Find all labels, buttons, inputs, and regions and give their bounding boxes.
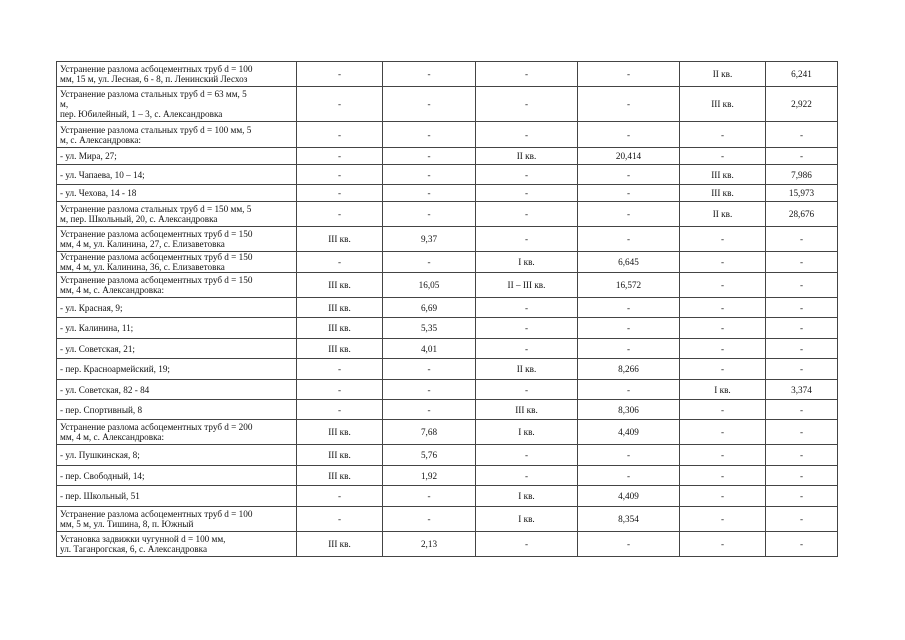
value-cell: 6,241 [766, 62, 838, 87]
value-cell: - [476, 165, 578, 185]
table-row [57, 273, 838, 298]
value-cell: - [578, 318, 680, 339]
table-row [57, 400, 838, 420]
value-cell: III кв. [297, 298, 383, 318]
value-cell: - [476, 532, 578, 557]
value-cell: - [680, 445, 766, 466]
table-row [57, 420, 838, 445]
value-cell: - [476, 298, 578, 318]
value-cell: III кв. [680, 87, 766, 122]
value-cell: 7,986 [766, 165, 838, 185]
work-description-cell: - пер. Красноармейский, 19; [57, 359, 297, 380]
value-cell: - [766, 339, 838, 359]
work-description-cell: - ул. Чапаева, 10 – 14; [57, 165, 297, 185]
value-cell: - [578, 532, 680, 557]
value-cell: I кв. [476, 507, 578, 532]
value-cell: - [383, 62, 476, 87]
table-row [57, 339, 838, 359]
value-cell: - [476, 380, 578, 400]
work-description-cell: - пер. Спортивный, 8 [57, 400, 297, 420]
value-cell: - [383, 380, 476, 400]
value-cell: - [680, 339, 766, 359]
value-cell: - [297, 185, 383, 202]
value-cell: II кв. [476, 359, 578, 380]
value-cell: - [766, 148, 838, 165]
value-cell: 4,409 [578, 486, 680, 507]
value-cell: - [297, 507, 383, 532]
table-row [57, 507, 838, 532]
table-body [57, 62, 838, 557]
value-cell: 2,13 [383, 532, 476, 557]
value-cell: - [297, 62, 383, 87]
table-row [57, 486, 838, 507]
value-cell: - [578, 185, 680, 202]
value-cell: - [476, 318, 578, 339]
value-cell: - [766, 420, 838, 445]
value-cell: III кв. [680, 165, 766, 185]
work-description-cell: - ул. Советская, 82 - 84 [57, 380, 297, 400]
work-description-cell: Устранение разлома стальных труб d = 63 мм, 5 м, пер. Юбилейный, 1 – 3, с. Александровка [57, 87, 297, 122]
value-cell: - [766, 318, 838, 339]
value-cell: III кв. [297, 339, 383, 359]
value-cell: - [383, 165, 476, 185]
value-cell: - [578, 202, 680, 227]
value-cell: - [578, 466, 680, 486]
value-cell: III кв. [297, 273, 383, 298]
work-description-cell: - ул. Пушкинская, 8; [57, 445, 297, 466]
value-cell: - [766, 445, 838, 466]
value-cell: - [766, 400, 838, 420]
table-row [57, 185, 838, 202]
value-cell: - [578, 227, 680, 252]
work-description-cell: - пер. Школьный, 51 [57, 486, 297, 507]
work-description-cell: Устранение разлома асбоцементных труб d = 150 мм, 4 м, ул. Калинина, 36, с. Елизаветовка [57, 252, 297, 273]
value-cell: I кв. [476, 252, 578, 273]
value-cell: - [766, 507, 838, 532]
value-cell: I кв. [680, 380, 766, 400]
value-cell: - [383, 507, 476, 532]
value-cell: - [383, 400, 476, 420]
table-row [57, 318, 838, 339]
value-cell: 16,05 [383, 273, 476, 298]
value-cell: - [383, 148, 476, 165]
value-cell: - [476, 339, 578, 359]
value-cell: III кв. [297, 420, 383, 445]
table-row [57, 165, 838, 185]
value-cell: - [476, 62, 578, 87]
value-cell: II кв. [680, 202, 766, 227]
works-table [56, 61, 838, 557]
value-cell: 5,76 [383, 445, 476, 466]
table-row [57, 122, 838, 148]
value-cell: - [680, 507, 766, 532]
value-cell: - [297, 380, 383, 400]
value-cell: - [383, 252, 476, 273]
work-description-cell: Устранение разлома асбоцементных труб d = 100 мм, 5 м, ул. Тишина, 8, п. Южный [57, 507, 297, 532]
value-cell: - [383, 486, 476, 507]
value-cell: - [766, 466, 838, 486]
value-cell: 4,01 [383, 339, 476, 359]
value-cell: III кв. [297, 466, 383, 486]
table-row [57, 298, 838, 318]
value-cell: - [578, 62, 680, 87]
value-cell: 20,414 [578, 148, 680, 165]
value-cell: - [297, 252, 383, 273]
table-row [57, 359, 838, 380]
value-cell: - [680, 466, 766, 486]
work-description-cell: Устранение разлома асбоцементных труб d = 150 мм, 4 м, с. Александровка: [57, 273, 297, 298]
work-description-cell: - ул. Чехова, 14 - 18 [57, 185, 297, 202]
value-cell: - [383, 202, 476, 227]
value-cell: - [297, 486, 383, 507]
value-cell: III кв. [297, 532, 383, 557]
table-row [57, 532, 838, 557]
value-cell: II – III кв. [476, 273, 578, 298]
work-description-cell: - ул. Красная, 9; [57, 298, 297, 318]
value-cell: - [578, 380, 680, 400]
value-cell: II кв. [476, 148, 578, 165]
work-description-cell: - ул. Калинина, 11; [57, 318, 297, 339]
table-row [57, 252, 838, 273]
value-cell: - [680, 148, 766, 165]
value-cell: III кв. [476, 400, 578, 420]
table-row [57, 202, 838, 227]
work-description-cell: - ул. Советская, 21; [57, 339, 297, 359]
table-row [57, 380, 838, 400]
value-cell: - [766, 532, 838, 557]
value-cell: - [297, 87, 383, 122]
value-cell: 8,306 [578, 400, 680, 420]
value-cell: - [383, 185, 476, 202]
value-cell: - [766, 359, 838, 380]
table-row [57, 466, 838, 486]
value-cell: 8,354 [578, 507, 680, 532]
work-description-cell: - пер. Свободный, 14; [57, 466, 297, 486]
work-description-cell: Устранение разлома стальных труб d = 150 мм, 5 м, пер. Школьный, 20, с. Александровка [57, 202, 297, 227]
value-cell: - [766, 273, 838, 298]
value-cell: - [680, 227, 766, 252]
value-cell: - [680, 318, 766, 339]
value-cell: 9,37 [383, 227, 476, 252]
value-cell: - [766, 227, 838, 252]
value-cell: - [680, 532, 766, 557]
value-cell: 7,68 [383, 420, 476, 445]
value-cell: - [383, 122, 476, 148]
work-description-cell: Устранение разлома асбоцементных труб d = 150 мм, 4 м, ул. Калинина, 27, с. Елизаветовка [57, 227, 297, 252]
value-cell: 3,374 [766, 380, 838, 400]
value-cell: I кв. [476, 486, 578, 507]
value-cell: 2,922 [766, 87, 838, 122]
value-cell: - [476, 227, 578, 252]
value-cell: - [680, 420, 766, 445]
value-cell: 16,572 [578, 273, 680, 298]
value-cell: - [476, 202, 578, 227]
table-row [57, 87, 838, 122]
value-cell: - [476, 122, 578, 148]
value-cell: 6,645 [578, 252, 680, 273]
value-cell: - [297, 165, 383, 185]
table-row [57, 62, 838, 87]
work-description-cell: Устранение разлома асбоцементных труб d = 200 мм, 4 м, с. Александровка: [57, 420, 297, 445]
value-cell: III кв. [297, 445, 383, 466]
value-cell: 28,676 [766, 202, 838, 227]
value-cell: 4,409 [578, 420, 680, 445]
value-cell: - [476, 445, 578, 466]
value-cell: - [680, 298, 766, 318]
value-cell: - [297, 202, 383, 227]
work-description-cell: - ул. Мира, 27; [57, 148, 297, 165]
value-cell: - [680, 486, 766, 507]
value-cell: - [578, 87, 680, 122]
value-cell: - [578, 122, 680, 148]
work-description-cell: Установка задвижки чугунной d = 100 мм, ул. Таганрогская, 6, с. Александровка [57, 532, 297, 557]
value-cell: - [383, 87, 476, 122]
work-description-cell: Устранение разлома стальных труб d = 100 мм, 5 м, с. Александровка: [57, 122, 297, 148]
value-cell: 15,973 [766, 185, 838, 202]
value-cell: III кв. [297, 227, 383, 252]
value-cell: - [680, 359, 766, 380]
table-row [57, 227, 838, 252]
value-cell: - [766, 486, 838, 507]
value-cell: 5,35 [383, 318, 476, 339]
value-cell: III кв. [297, 318, 383, 339]
value-cell: - [578, 339, 680, 359]
value-cell: I кв. [476, 420, 578, 445]
work-description-cell: Устранение разлома асбоцементных труб d = 100 мм, 15 м, ул. Лесная, 6 - 8, п. Ленинский Лесхоз [57, 62, 297, 87]
table-row [57, 445, 838, 466]
value-cell: - [578, 298, 680, 318]
value-cell: - [297, 122, 383, 148]
value-cell: 8,266 [578, 359, 680, 380]
value-cell: - [578, 165, 680, 185]
value-cell: 1,92 [383, 466, 476, 486]
value-cell: III кв. [680, 185, 766, 202]
value-cell: - [578, 445, 680, 466]
value-cell: - [766, 298, 838, 318]
value-cell: - [766, 252, 838, 273]
table-row [57, 148, 838, 165]
value-cell: - [680, 122, 766, 148]
value-cell: - [297, 400, 383, 420]
value-cell: - [383, 359, 476, 380]
value-cell: - [297, 359, 383, 380]
value-cell: - [476, 87, 578, 122]
value-cell: - [297, 148, 383, 165]
value-cell: - [680, 273, 766, 298]
value-cell: II кв. [680, 62, 766, 87]
value-cell: - [476, 466, 578, 486]
value-cell: 6,69 [383, 298, 476, 318]
value-cell: - [680, 252, 766, 273]
value-cell: - [766, 122, 838, 148]
value-cell: - [476, 185, 578, 202]
value-cell: - [680, 400, 766, 420]
